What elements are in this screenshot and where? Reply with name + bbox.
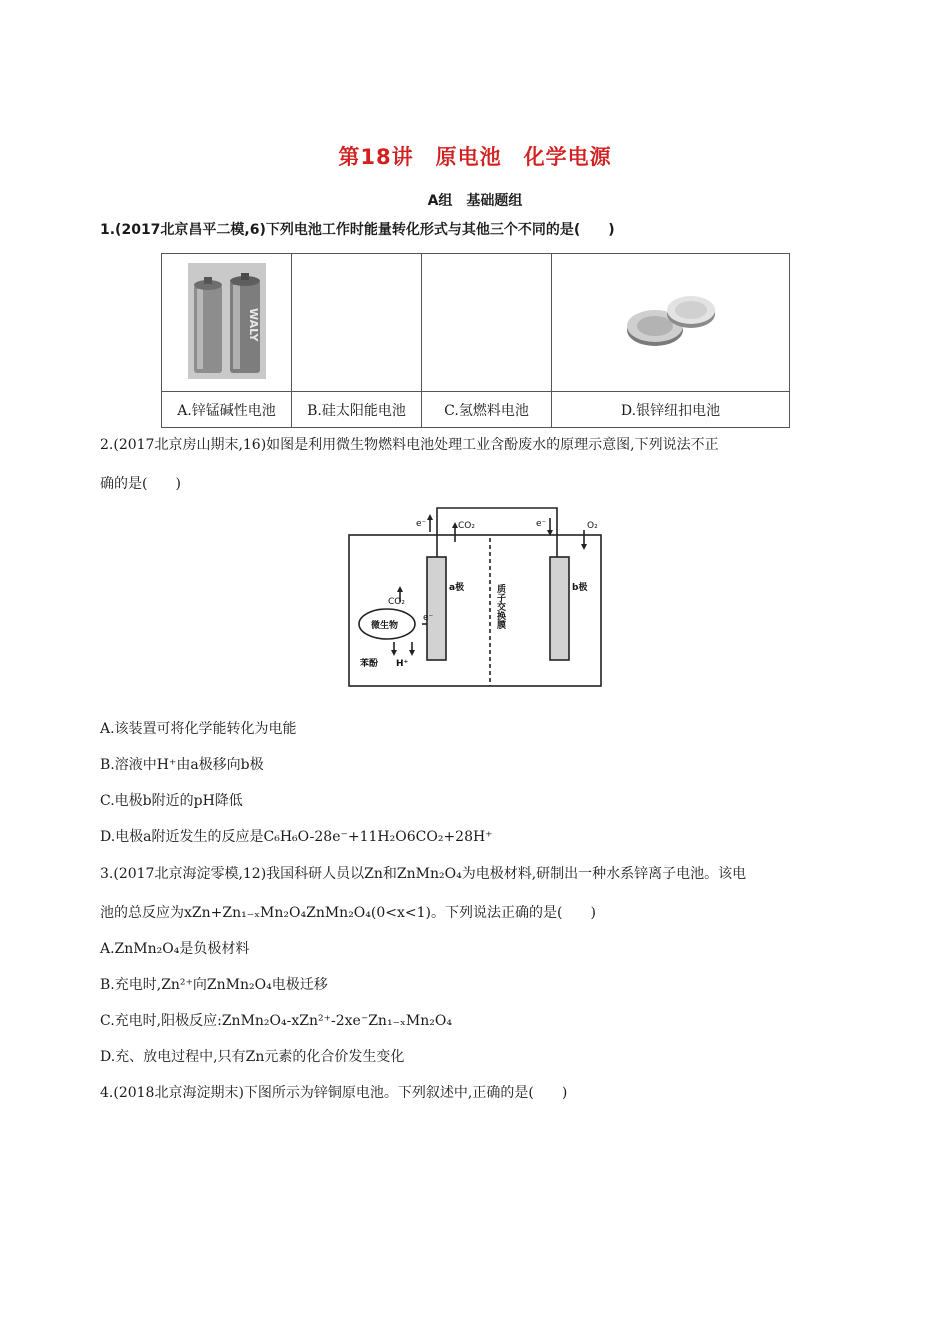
- fuel-cell-diagram: [340, 500, 610, 695]
- hydrogen-battery-cell: [422, 254, 552, 392]
- option-b-label: B.硅太阳能电池: [292, 392, 422, 428]
- question-2-stem-line2: 确的是( ): [100, 476, 181, 492]
- button-battery-cell: [552, 254, 790, 392]
- battery-options-table: [161, 253, 790, 428]
- alkaline-battery-cell: [162, 254, 292, 392]
- question-3-stem-line1: 3.(2017北京海淀零模,12)我国科研人员以Zn和ZnMn₂O₄为电极材料,研制出一种水系锌离子电池。该电: [100, 866, 747, 882]
- page-title: 第18讲 原电池 化学电源: [338, 145, 612, 169]
- question-2-option-d: D.电极a附近发生的反应是C₆H₆O-28e⁻+11H₂O6CO₂+28H⁺: [100, 829, 493, 845]
- label-o2: O₂: [587, 521, 598, 531]
- button-battery-image: [621, 288, 721, 354]
- label-co2-left: CO₂: [388, 597, 405, 607]
- question-2-option-b: B.溶液中H⁺由a极移向b极: [100, 757, 264, 773]
- question-4-stem: 4.(2018北京海淀期末)下图所示为锌铜原电池。下列叙述中,正确的是( ): [100, 1085, 568, 1101]
- electrode-a: [427, 557, 446, 660]
- label-co2-top: CO₂: [458, 521, 475, 531]
- battery-brand-text: WALY: [246, 307, 260, 341]
- question-3-option-b: B.充电时,Zn²⁺向ZnMn₂O₄电极迁移: [100, 977, 328, 993]
- section-heading: A组 基础题组: [427, 193, 523, 209]
- option-a-label: A.锌锰碱性电池: [162, 392, 292, 428]
- electrode-b: [550, 557, 569, 660]
- question-3-option-a: A.ZnMn₂O₄是负极材料: [100, 941, 250, 957]
- label-membrane: 质子交换膜: [495, 584, 505, 629]
- label-phenol: 苯酚: [360, 659, 379, 669]
- label-electrode-b: b极: [572, 583, 588, 593]
- question-3-option-c: C.充电时,阳极反应:ZnMn₂O₄-xZn²⁺-2xe⁻Zn₁₋ₓMn₂O₄: [100, 1013, 452, 1029]
- label-electrode-a: a极: [449, 583, 465, 593]
- solar-battery-cell: [292, 254, 422, 392]
- alkaline-battery-image: [188, 263, 266, 379]
- label-e-right: e⁻: [536, 519, 547, 529]
- option-d-label: D.银锌纽扣电池: [552, 392, 790, 428]
- option-c-label: C.氢燃料电池: [422, 392, 552, 428]
- label-e-microbe: e⁻: [423, 613, 434, 623]
- question-2-option-c: C.电极b附近的pH降低: [100, 793, 243, 809]
- question-1-stem: 1.(2017北京昌平二模,6)下列电池工作时能量转化形式与其他三个不同的是( ): [100, 222, 615, 238]
- question-2-option-a: A.该装置可将化学能转化为电能: [100, 721, 297, 737]
- label-h-plus: H⁺: [396, 659, 409, 669]
- label-microbe: 微生物: [371, 621, 399, 631]
- label-e-left: e⁻: [416, 519, 427, 529]
- question-3-stem-line2: 池的总反应为xZn+Zn₁₋ₓMn₂O₄ZnMn₂O₄(0<x<1)。下列说法正确的是( ): [100, 905, 596, 921]
- question-2-stem-line1: 2.(2017北京房山期末,16)如图是利用微生物燃料电池处理工业含酚废水的原理示意图,下列说法不正: [100, 437, 719, 453]
- question-3-option-d: D.充、放电过程中,只有Zn元素的化合价发生变化: [100, 1049, 405, 1065]
